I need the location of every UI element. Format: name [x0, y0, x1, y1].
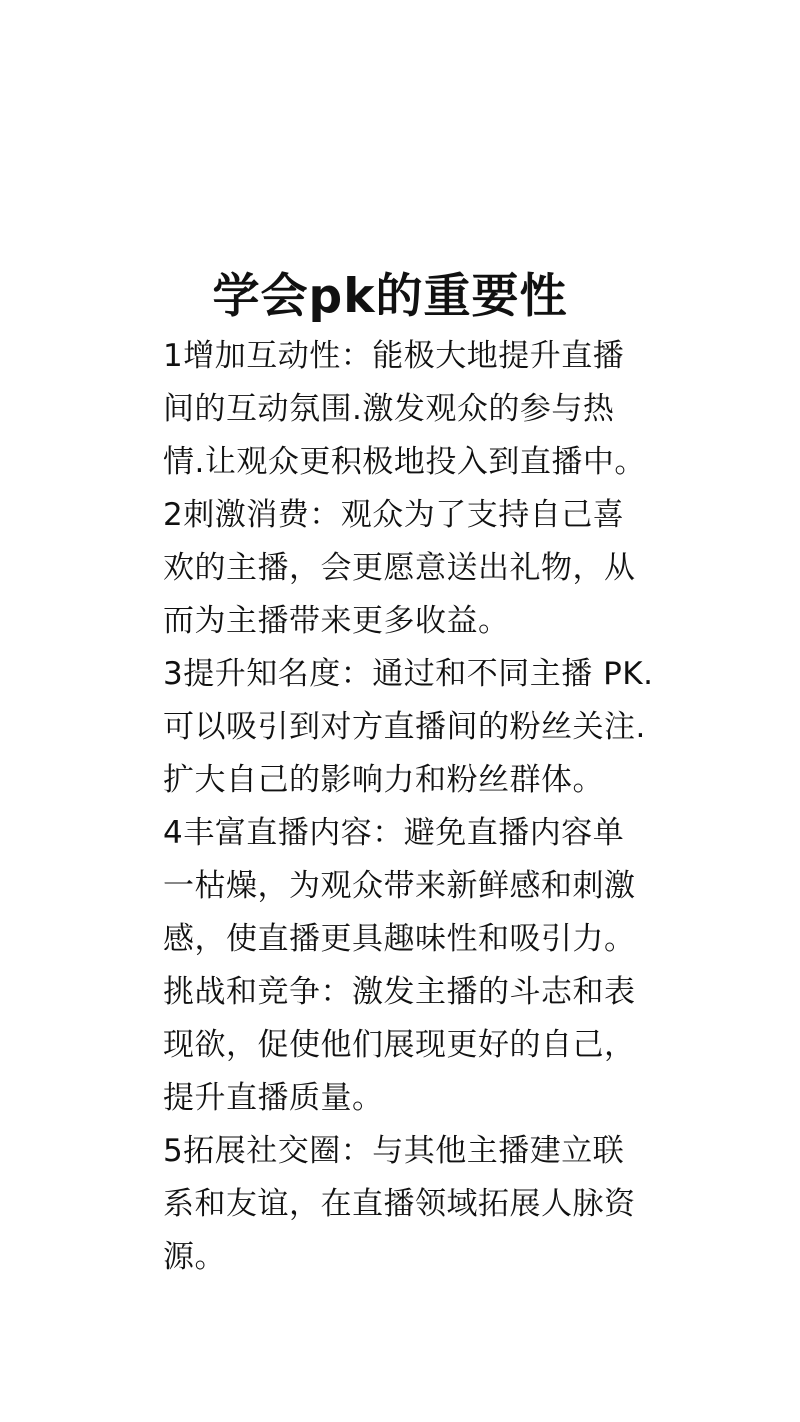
text-line: 欢的主播，会更愿意送出礼物，从	[163, 550, 636, 586]
text-line: 5拓展社交圈：与其他主播建立联	[163, 1133, 625, 1169]
text-line: 提升直播质量。	[163, 1080, 384, 1116]
text-line: 现欲，促使他们展现更好的自己，	[163, 1027, 636, 1063]
text-line: 间的互动氛围.激发观众的参与热	[163, 391, 615, 427]
text-line: 2刺激消费：观众为了支持自己喜	[163, 497, 625, 533]
text-line: 1增加互动性：能极大地提升直播	[163, 338, 625, 374]
text-line: 源。	[163, 1239, 226, 1275]
page-title: 学会pk的重要性	[212, 269, 568, 324]
text-line: 挑战和竞争：激发主播的斗志和表	[163, 974, 636, 1010]
text-line: 可以吸引到对方直播间的粉丝关注.	[163, 709, 646, 745]
text-line: 扩大自己的影响力和粉丝群体。	[163, 762, 604, 798]
text-line: 感，使直播更具趣味性和吸引力。	[163, 921, 636, 957]
body-text	[163, 330, 663, 1284]
text-line: 一枯燥，为观众带来新鲜感和刺激	[163, 868, 636, 904]
text-line: 3提升知名度：通过和不同主播 PK.	[163, 656, 654, 692]
text-line: 4丰富直播内容：避免直播内容单	[163, 815, 625, 851]
text-line: 系和友谊，在直播领域拓展人脉资	[163, 1186, 636, 1222]
text-line: 而为主播带来更多收益。	[163, 603, 510, 639]
text-line: 情.让观众更积极地投入到直播中。	[163, 444, 646, 480]
